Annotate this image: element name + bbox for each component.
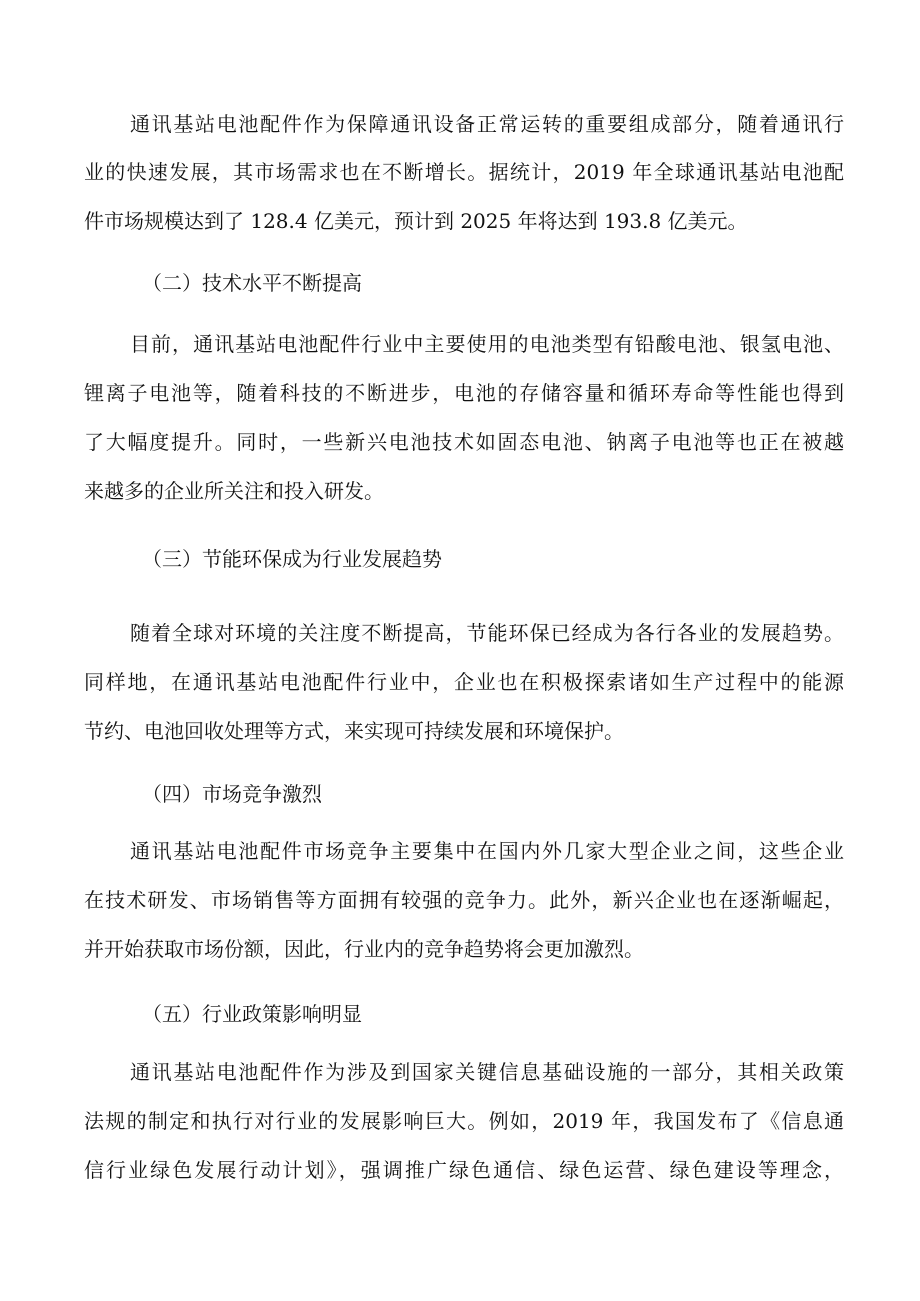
text-line: 来越多的企业所关注和投入研发。 xyxy=(84,479,384,503)
text-line: 锂离子电池等，随着科技的不断进步，电池的存储容量和循环寿命等性能也得到 xyxy=(84,381,844,405)
text-line: 通讯基站电池配件作为保障通讯设备正常运转的重要组成部分，随着通讯行 xyxy=(130,112,844,136)
text-line: 件市场规模达到了 128.4 亿美元，预计到 2025 年将达到 193.8 亿美元。 xyxy=(84,209,748,233)
text-line: 在技术研发、市场销售等方面拥有较强的竞争力。此外，新兴企业也在逐渐崛起， xyxy=(84,888,844,912)
text-line: 了大幅度提升。同时，一些新兴电池技术如固态电池、钠离子电池等也正在被越 xyxy=(84,430,844,454)
text-line: 随着全球对环境的关注度不断提高，节能环保已经成为各行各业的发展趋势。 xyxy=(130,621,844,645)
section-heading-energy-saving: （三）节能环保成为行业发展趋势 xyxy=(142,547,442,571)
text-line: 并开始获取市场份额，因此，行业内的竞争趋势将会更加激烈。 xyxy=(84,937,644,961)
text-line: 业的快速发展，其市场需求也在不断增长。据统计，2019 年全球通讯基站电池配 xyxy=(84,160,844,184)
text-line: 节约、电池回收处理等方式，来实现可持续发展和环境保护。 xyxy=(84,719,624,743)
section-heading-competition: （四）市场竞争激烈 xyxy=(142,782,322,806)
section-heading-technology: （二）技术水平不断提高 xyxy=(142,271,362,295)
text-line: 通讯基站电池配件市场竞争主要集中在国内外几家大型企业之间，这些企业 xyxy=(130,839,844,863)
text-line: 同样地，在通讯基站电池配件行业中，企业也在积极探索诸如生产过程中的能源 xyxy=(84,670,844,694)
text-line: 通讯基站电池配件作为涉及到国家关键信息基础设施的一部分，其相关政策 xyxy=(130,1060,844,1084)
text-line: 信行业绿色发展行动计划》，强调推广绿色通信、绿色运营、绿色建设等理念， xyxy=(84,1158,844,1182)
text-line: 法规的制定和执行对行业的发展影响巨大。例如，2019 年，我国发布了《信息通 xyxy=(84,1109,844,1133)
text-line: 目前，通讯基站电池配件行业中主要使用的电池类型有铅酸电池、银氢电池、 xyxy=(130,332,844,356)
section-heading-policy: （五）行业政策影响明显 xyxy=(142,1002,362,1026)
